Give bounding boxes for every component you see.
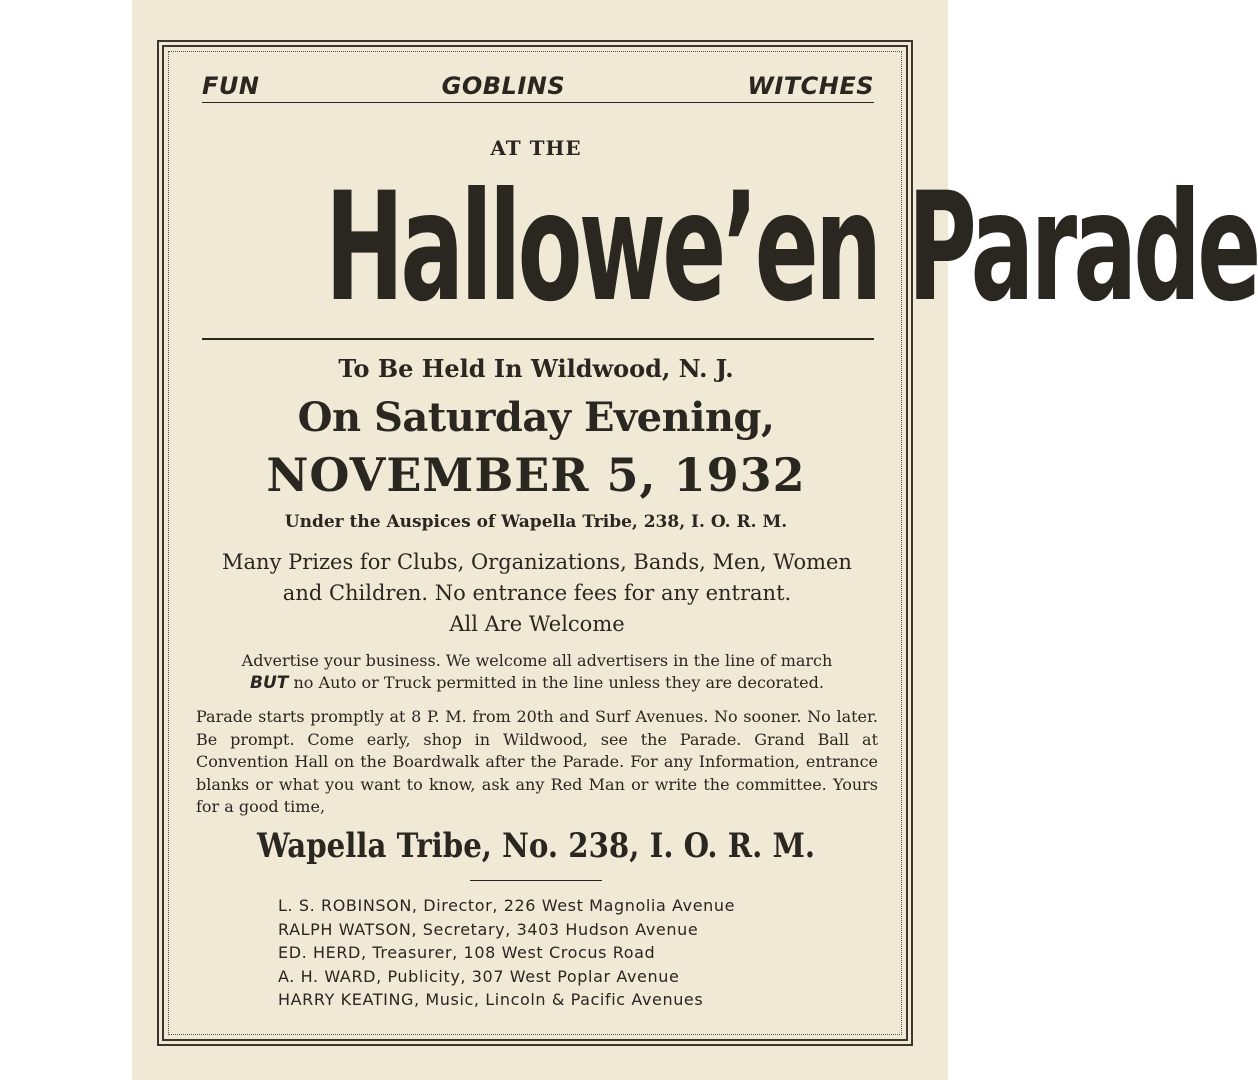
officer-item: RALPH WATSON, Secretary, 3403 Hudson Avenue [278,919,699,939]
officers-list [278,894,882,1012]
advertise-line-1: Advertise your business. We welcome all advertisers in the line of march [241,651,833,670]
advertise-emphasis: BUT [250,673,289,693]
auspices-line: Under the Auspices of Wapella Tribe, 238, I. O. R. M. [284,512,788,532]
top-rule [202,102,874,103]
top-word-goblins: GOBLINS [441,72,566,100]
officer-item: ED. HERD, Treasurer, 108 West Crocus Road [278,943,656,962]
top-word-fun: FUN [202,72,260,100]
prizes-line-3: All Are Welcome [449,612,625,636]
intro-text: AT THE [490,136,582,160]
officer-item: A. H. WARD, Publicity, 307 West Poplar Avenue [278,966,680,986]
location-line: To Be Held In Wildwood, N. J. [338,354,734,383]
advertise-paragraph [196,650,878,694]
prizes-line-2: and Children. No entrance fees for any entrant. [282,581,792,605]
signature-line: Wapella Tribe, No. 238, I. O. R. M. [256,826,816,866]
poster-content [190,60,1258,1020]
officer-item: HARRY KEATING, Music, Lincoln & Pacific Avenues [278,990,704,1009]
day-line: On Saturday Evening, [297,394,775,441]
advertise-line-2 [196,672,878,694]
prizes-paragraph [196,547,878,640]
headline: Hallowe’en Parade [325,161,1258,335]
prizes-line-1: Many Prizes for Clubs, Organizations, Bands, Men, Women [222,550,852,574]
headline-rule [202,338,874,340]
officer-item: L. S. ROBINSON, Director, 226 West Magnolia Avenue [278,896,736,915]
signature-rule [470,880,602,881]
top-word-witches: WITCHES [747,72,874,100]
top-line [202,72,874,100]
parade-info-paragraph: Parade starts promptly at 8 P. M. from 20th and Surf Avenues. No sooner. No later. Be prompt. Come early, shop in Wildwood, see the Parade. Grand Ball at Convention Hall on the Boardwalk after the Parade. For any Information, entrance blanks or what you want to know, ask any Red Man or write the committee. Yours for a good time, [196,707,878,816]
advertise-line-2-text: no Auto or Truck permitted in the line unless they are decorated. [288,673,824,692]
event-date: NOVEMBER 5, 1932 [266,448,806,502]
